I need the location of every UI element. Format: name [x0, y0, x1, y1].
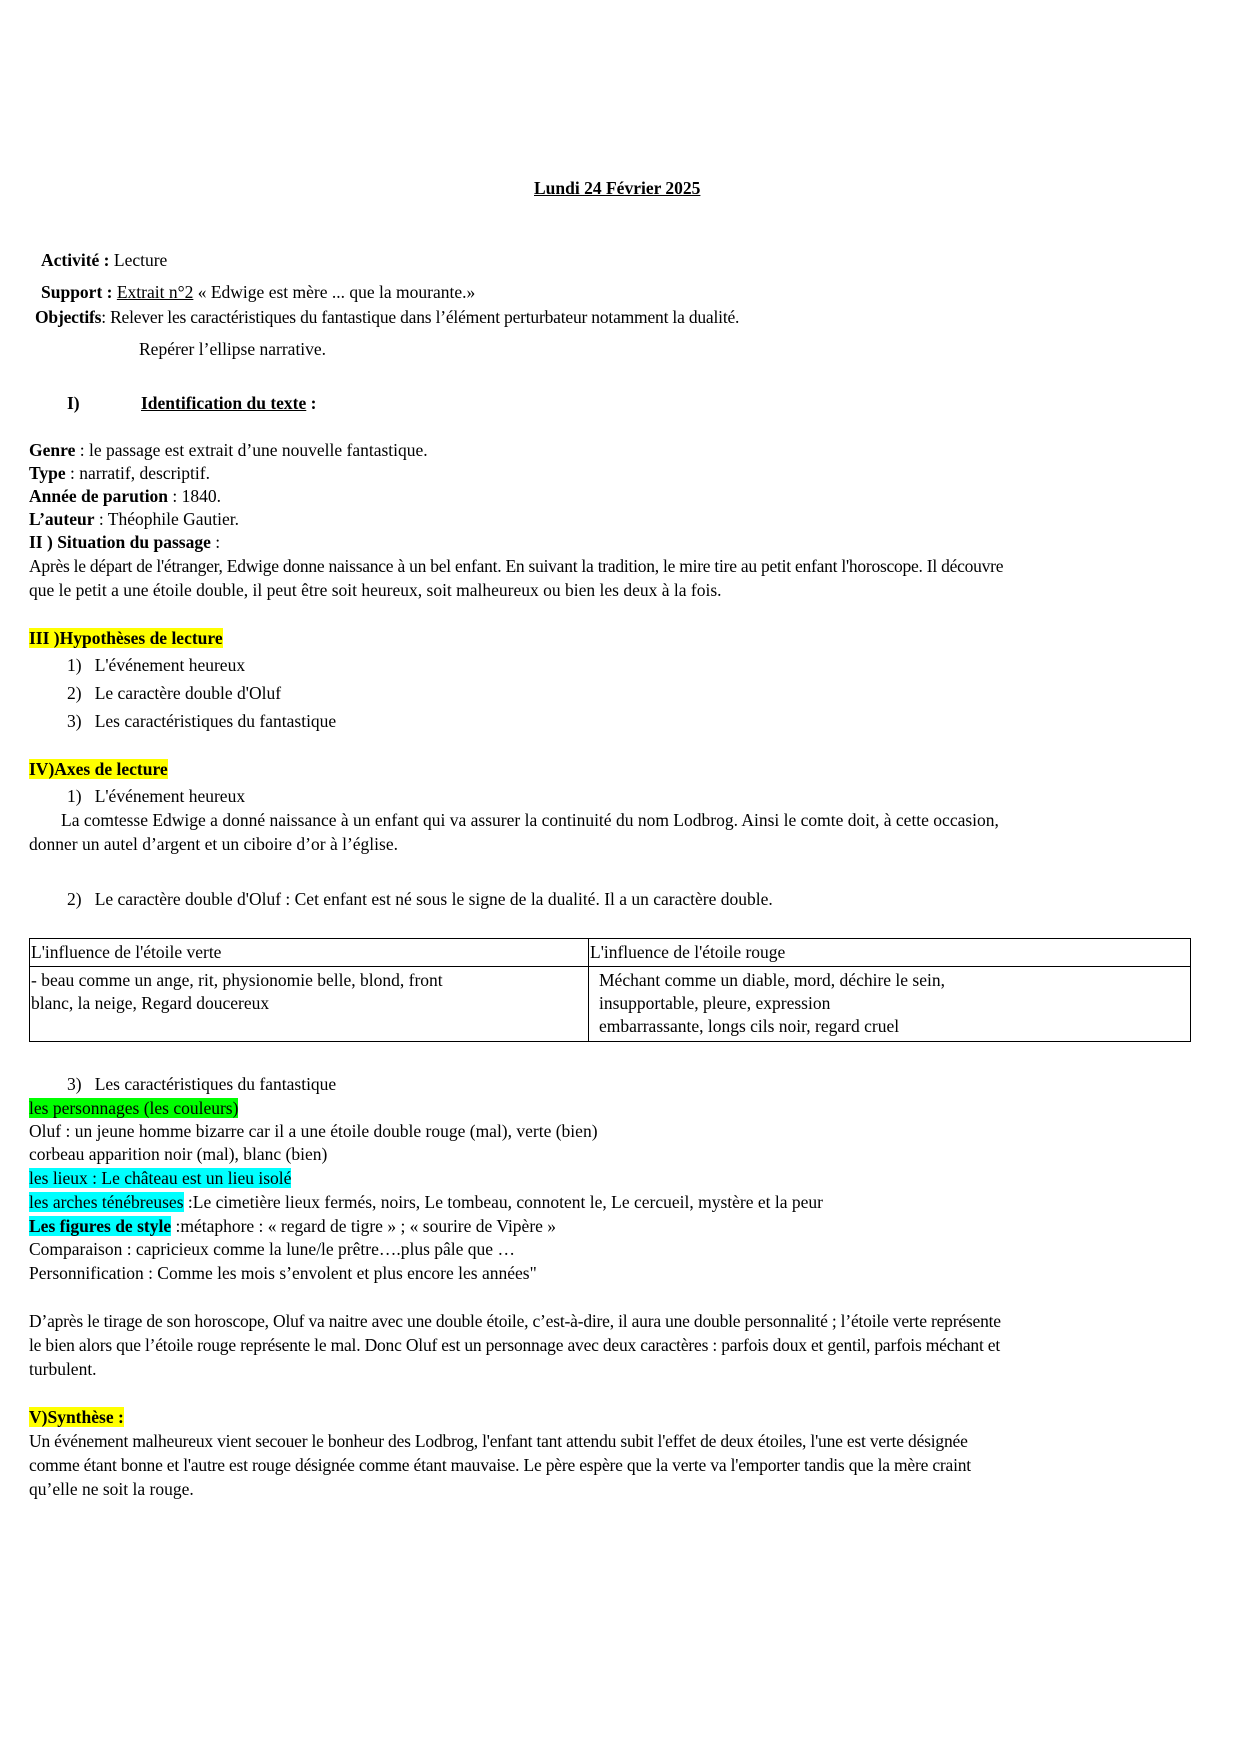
- comparaison: Comparaison : capricieux comme la lune/le prêtre….plus pâle que …: [29, 1239, 515, 1259]
- extrait-link: Extrait n°2: [116, 282, 194, 302]
- personnification: Personnification : Comme les mois s’envolent et plus encore les années": [29, 1263, 537, 1283]
- header-verte: L'influence de l'étoile verte: [30, 939, 589, 967]
- cell-rouge: Méchant comme un diable, mord, déchire le sein, insupportable, pleure, expression embarrassante, longs cils noir, regard cruel: [589, 967, 1191, 1042]
- section-5-heading: V)Synthèse :: [29, 1407, 124, 1427]
- section-3-heading: III )Hypothèses de lecture: [29, 628, 223, 648]
- support: Support : Extrait n°2 « Edwige est mère ... que la mourante.»: [41, 282, 476, 302]
- axe-1: 1) L'événement heureux: [67, 786, 246, 806]
- type: Type : narratif, descriptif.: [29, 463, 210, 483]
- objectifs-line2: Repérer l’ellipse narrative.: [139, 339, 327, 359]
- section-2-heading: II ) Situation du passage :: [29, 532, 221, 552]
- genre: Genre : le passage est extrait d’une nouvelle fantastique.: [29, 440, 428, 460]
- influence-table: [29, 938, 1191, 1042]
- axe-3: 3) Les caractéristiques du fantastique: [67, 1074, 337, 1094]
- hypothese-3: 3) Les caractéristiques du fantastique: [67, 711, 337, 731]
- synthese-p1: Un événement malheureux vient secouer le bonheur des Lodbrog, l'enfant tant attendu subit l'effet de deux étoiles, l'une est verte désignée: [29, 1431, 968, 1451]
- oluf: Oluf : un jeune homme bizarre car il a une étoile double rouge (mal), verte (bien): [29, 1121, 598, 1141]
- hypothese-2: 2) Le caractère double d'Oluf: [67, 683, 282, 703]
- situation-p2: que le petit a une étoile double, il peut être soit heureux, soit malheureux ou bien les deux à la fois.: [29, 580, 722, 600]
- arches: les arches ténébreuses :Le cimetière lieux fermés, noirs, Le tombeau, connotent le, Le cercueil, mystère et la peur: [29, 1192, 823, 1212]
- lieux: les lieux : Le château est un lieu isolé: [29, 1168, 292, 1188]
- personnages: les personnages (les couleurs): [29, 1098, 239, 1118]
- axe-2: 2) Le caractère double d'Oluf : Cet enfant est né sous le signe de la dualité. Il a un caractère double.: [67, 889, 773, 909]
- annee: Année de parution : 1840.: [29, 486, 222, 506]
- axe-1-p1: La comtesse Edwige a donné naissance à un enfant qui va assurer la continuité du nom Lodbrog. Ainsi le comte doit, à cette occasion,: [61, 810, 999, 830]
- figures-de-style: Les figures de style :métaphore : « regard de tigre » ; « sourire de Vipère »: [29, 1216, 557, 1236]
- objectifs: Objectifs: Relever les caractéristiques du fantastique dans l’élément perturbateur notamment la dualité.: [35, 307, 740, 327]
- section-4-heading: IV)Axes de lecture: [29, 759, 168, 779]
- date-heading: Lundi 24 Février 2025: [534, 178, 701, 198]
- header-rouge: L'influence de l'étoile rouge: [589, 939, 1191, 967]
- conclusion-p3: turbulent.: [29, 1359, 97, 1379]
- conclusion-p1: D’après le tirage de son horoscope, Oluf va naitre avec une double étoile, c’est-à-dire, il aura une double personnalité ; l’étoile verte représente: [29, 1311, 1001, 1331]
- hypothese-1: 1) L'événement heureux: [67, 655, 246, 675]
- axe-1-p2: donner un autel d’argent et un ciboire d’or à l’église.: [29, 834, 398, 854]
- auteur: L’auteur : Théophile Gautier.: [29, 509, 239, 529]
- synthese-p3: qu’elle ne soit la rouge.: [29, 1479, 194, 1499]
- situation-p1: Après le départ de l'étranger, Edwige donne naissance à un bel enfant. En suivant la tradition, le mire tire au petit enfant l'horoscope. Il découvre: [29, 556, 1004, 576]
- conclusion-p2: le bien alors que l’étoile rouge représente le mal. Donc Oluf est un personnage avec deux caractères : parfois doux et gentil, parfois méchant et: [29, 1335, 1001, 1355]
- corbeau: corbeau apparition noir (mal), blanc (bien): [29, 1144, 328, 1164]
- synthese-p2: comme étant bonne et l'autre est rouge désignée comme étant mauvaise. Le père espère que la verte va l'emporter tandis que la mère craint: [29, 1455, 971, 1475]
- activite: Activité : Lecture: [41, 250, 168, 270]
- cell-verte: - beau comme un ange, rit, physionomie belle, blond, front blanc, la neige, Regard doucereux: [30, 967, 589, 1042]
- section-1-heading: I) Identification du texte :: [67, 393, 317, 413]
